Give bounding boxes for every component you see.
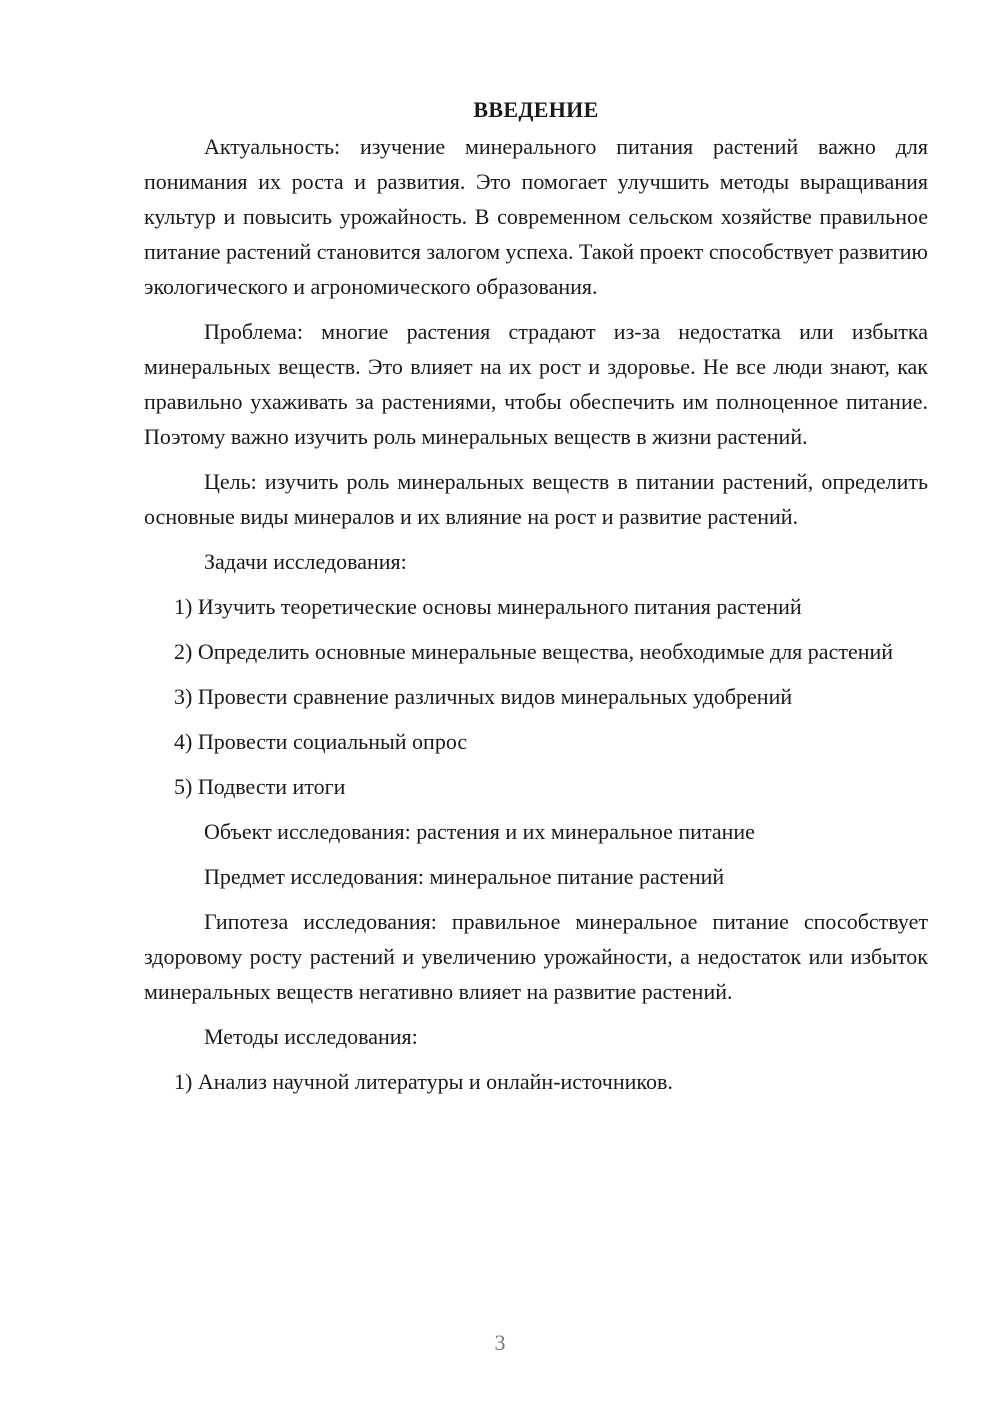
object-line: Объект исследования: растения и их минеральное питание — [204, 819, 755, 844]
methods-heading: Методы исследования: — [204, 1024, 418, 1049]
task-item: 1) Изучить теоретические основы минерального питания растений — [174, 594, 802, 619]
subject-line: Предмет исследования: минеральное питание растений — [204, 864, 725, 889]
hypothesis-paragraph: Гипотеза исследования: правильное минеральное питание способствует здоровому росту растений и увеличению урожайности, а недостаток или избыток минеральных веществ негативно влияет на развитие растений. — [144, 909, 928, 1004]
task-item: 3) Провести сравнение различных видов минеральных удобрений — [174, 684, 793, 709]
method-item: 1) Анализ научной литературы и онлайн-источников. — [174, 1069, 673, 1094]
task-item: 5) Подвести итоги — [174, 774, 346, 799]
task-item: 2) Определить основные минеральные вещества, необходимые для растений — [174, 639, 894, 664]
goal-paragraph: Цель: изучить роль минеральных веществ в питании растений, определить основные виды минералов и их влияние на рост и развитие растений. — [144, 469, 928, 529]
page-number: 3 — [494, 1330, 506, 1355]
task-item: 4) Провести социальный опрос — [174, 729, 468, 754]
relevance-paragraph: Актуальность: изучение минерального питания растений важно для понимания их роста и развития. Это помогает улучшить методы выращивания культур и повысить урожайность. В современном сельском хозяйстве правильное питание растений становится залогом успеха. Такой проект способствует развитию экологического и агрономического образования. — [144, 134, 928, 299]
problem-paragraph: Проблема: многие растения страдают из-за недостатка или избытка минеральных веществ. Это влияет на их рост и здоровье. Не все люди знают, как правильно ухаживать за растениями, чтобы обеспечить им полноценное питание. Поэтому важно изучить роль минеральных веществ в жизни растений. — [144, 319, 928, 449]
document-page — [144, 92, 928, 1109]
section-title: ВВЕДЕНИЕ — [473, 97, 599, 122]
tasks-heading: Задачи исследования: — [204, 549, 407, 574]
